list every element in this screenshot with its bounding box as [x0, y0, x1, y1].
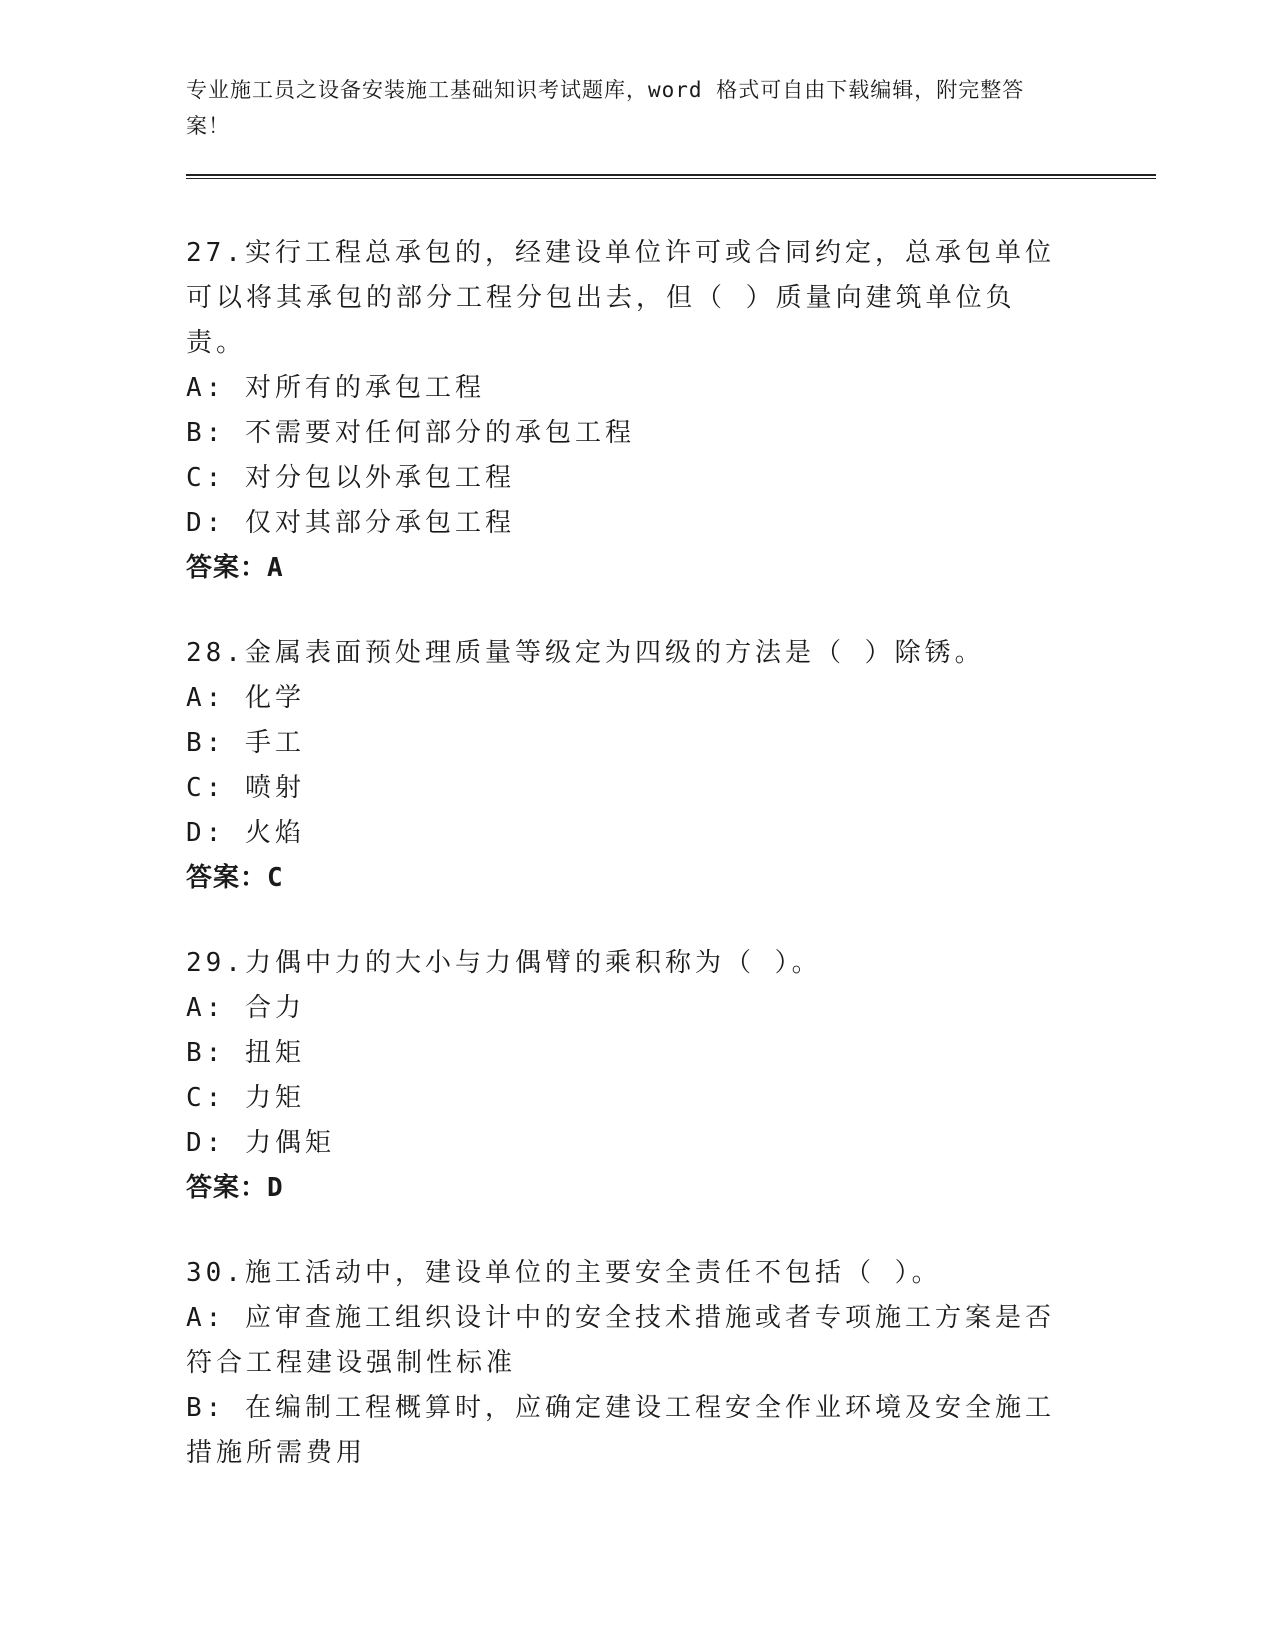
option-a: A: 应审查施工组织设计中的安全技术措施或者专项施工方案是否符合工程建设强制性标准	[186, 1303, 1055, 1378]
option-d: D: 力偶矩	[186, 1128, 335, 1158]
option-a: A: 合力	[186, 993, 305, 1023]
option-c: C: 喷射	[186, 773, 305, 803]
option-b: B: 不需要对任何部分的承包工程	[186, 418, 635, 448]
question-text: 29.力偶中力的大小与力偶臂的乘积称为（ ）。	[186, 948, 822, 978]
answer-value: D	[267, 1173, 284, 1203]
answer-label: 答案：	[186, 1173, 268, 1203]
document-header: 专业施工员之设备安装施工基础知识考试题库，word 格式可自由下载编辑，附完整答案！	[186, 78, 1025, 138]
question-text: 28.金属表面预处理质量等级定为四级的方法是（ ）除锈。	[186, 638, 985, 668]
document-page	[186, 72, 1106, 1476]
answer-value: C	[267, 863, 284, 893]
option-b: B: 手工	[186, 728, 305, 758]
option-b: B: 在编制工程概算时，应确定建设工程安全作业环境及安全施工措施所需费用	[186, 1393, 1055, 1468]
option-d: D: 火焰	[186, 818, 305, 848]
question-30	[186, 1251, 1106, 1476]
question-27	[186, 231, 1106, 591]
answer-line	[186, 856, 1106, 901]
option-b: B: 扭矩	[186, 1038, 305, 1068]
answer-line	[186, 546, 1106, 591]
option-c: C: 力矩	[186, 1083, 305, 1113]
option-a: A: 对所有的承包工程	[186, 373, 485, 403]
answer-label: 答案：	[186, 863, 268, 893]
question-29	[186, 941, 1106, 1211]
question-28	[186, 631, 1106, 901]
option-d: D: 仅对其部分承包工程	[186, 508, 515, 538]
answer-value: A	[267, 553, 284, 583]
option-c: C: 对分包以外承包工程	[186, 463, 515, 493]
answer-line	[186, 1166, 1106, 1211]
question-text: 30.施工活动中，建设单位的主要安全责任不包括（ ）。	[186, 1258, 942, 1288]
question-text: 27.实行工程总承包的，经建设单位许可或合同约定，总承包单位可以将其承包的部分工程分包出去，但（ ）质量向建筑单位负责。	[186, 238, 1055, 358]
header-divider	[186, 174, 1156, 179]
answer-label: 答案：	[186, 553, 268, 583]
option-a: A: 化学	[186, 683, 305, 713]
